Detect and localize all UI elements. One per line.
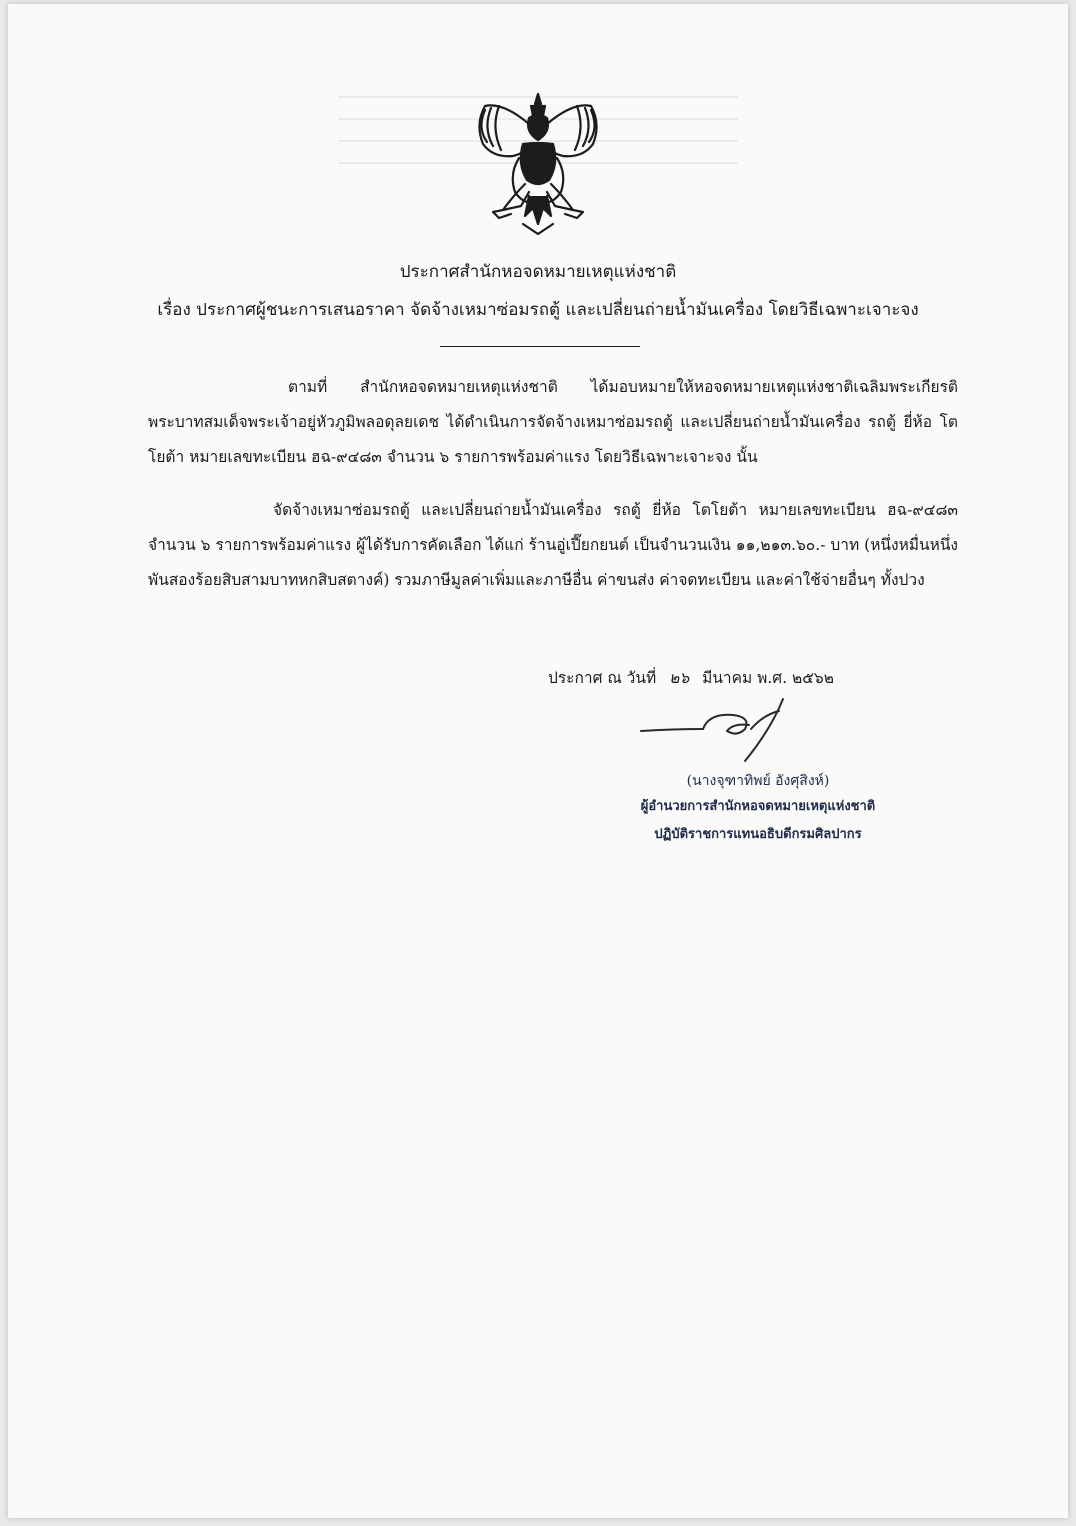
dateline-prefix: ประกาศ ณ วันที่	[548, 669, 657, 687]
agency-title: ประกาศสำนักหอจดหมายเหตุแห่งชาติ	[399, 262, 677, 282]
document-page	[8, 4, 1068, 1518]
announcement-dateline	[548, 666, 834, 690]
dateline-month-year: มีนาคม พ.ศ. ๒๕๖๒	[702, 669, 834, 687]
body-paragraph-2: จัดจ้างเหมาซ่อมรถตู้ และเปลี่ยนถ่ายน้ำมันเครื่อง รถตู้ ยี่ห้อ โตโยต้า หมายเลขทะเบียน ฮฉ-๙๔๘๓ จำนวน ๖ รายการพร้อมค่าแรง ผู้ได้รับการคัดเลือก ได้แก่ ร้านอู่เปี๊ยกยนต์ เป็นจำนวนเงิน ๑๑,๒๑๓.๖๐.- บาท (หนึ่งหมื่นหนึ่งพันสองร้อยสิบสามบาทหกสิบสตางค์) รวมภาษีมูลค่าเพิ่มและภาษีอื่น ค่าขนส่ง ค่าจดทะเบียน และค่าใช้จ่ายอื่นๆ ทั้งปวง	[148, 501, 958, 589]
signer-acting-capacity: ปฏิบัติราชการแทนอธิบดีกรมศิลปากร	[654, 827, 862, 842]
garuda-emblem-icon	[463, 84, 613, 239]
title-divider	[440, 346, 640, 347]
handwritten-signature	[633, 689, 823, 769]
signer-position: ผู้อำนวยการสำนักหอจดหมายเหตุแห่งชาติ	[640, 799, 876, 814]
signer-name: (นางจุฑาทิพย์ อังศุสิงห์)	[686, 773, 830, 789]
dateline-day: ๒๖	[669, 669, 690, 687]
subject-line: เรื่อง ประกาศผู้ชนะการเสนอราคา จัดจ้างเหมาซ่อมรถตู้ และเปลี่ยนถ่ายน้ำมันเครื่อง โดยวิธีเฉพาะเจาะจง	[157, 300, 919, 320]
body-paragraph-1: ตามที่ สำนักหอจดหมายเหตุแห่งชาติ ได้มอบหมายให้หอจดหมายเหตุแห่งชาติเฉลิมพระเกียรติ พระบาทสมเด็จพระเจ้าอยู่หัวภูมิพลอดุลยเดช ได้ดำเนินการจัดจ้างเหมาซ่อมรถตู้ และเปลี่ยนถ่ายน้ำมันเครื่อง รถตู้ ยี่ห้อ โตโยต้า หมายเลขทะเบียน ฮฉ-๙๔๘๓ จำนวน ๖ รายการพร้อมค่าแรง โดยวิธีเฉพาะเจาะจง นั้น	[148, 378, 958, 466]
